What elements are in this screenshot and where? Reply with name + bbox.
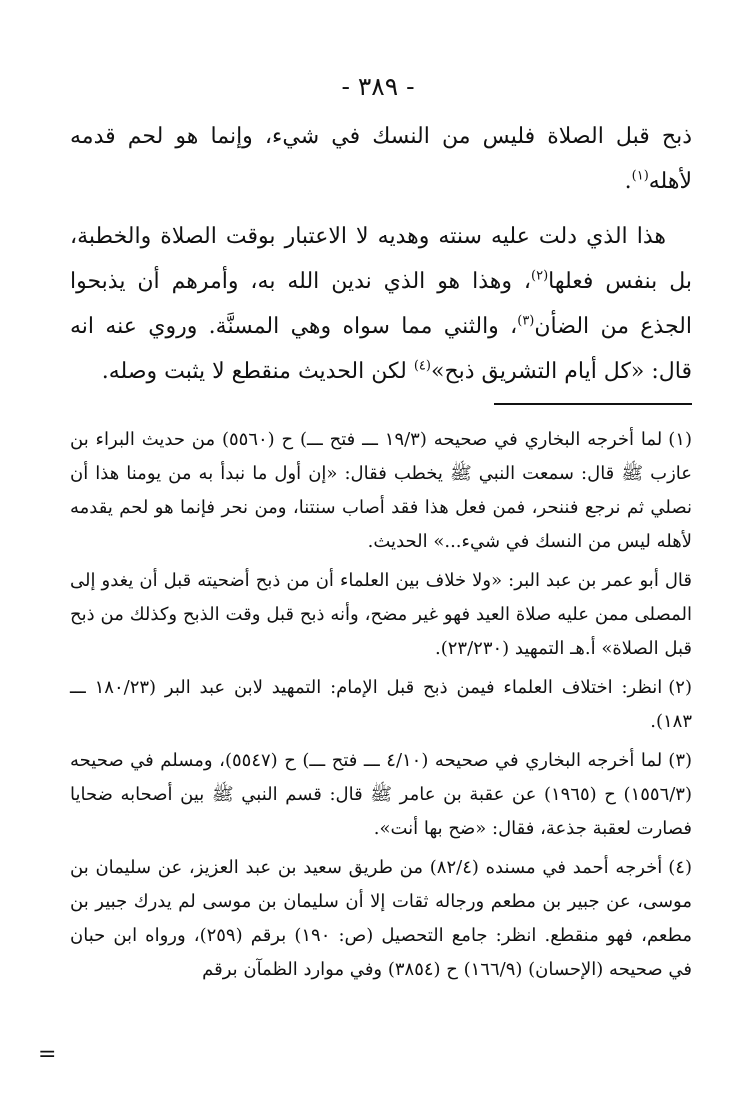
- footnote-3: [70, 744, 692, 846]
- main-text: [70, 114, 692, 394]
- continuation-mark: =: [38, 1042, 57, 1067]
- footnote-2-text: انظر: اختلاف العلماء فيمن ذبح قبل الإمام: التمهيد لابن عبد البر (١٨٠/٢٣ ـــ ١٨٣).: [70, 677, 692, 732]
- page-number: - ٣٨٩ -: [341, 72, 415, 101]
- footnote-1-continuation: قال أبو عمر بن عبد البر: «ولا خلاف بين العلماء أن من ذبح أضحيته قبل أن يغدو إلى المصلى ممن عليه صلاة العيد فهو غير مضح، وأنه ذبح قبل وقت الذبح وكذلك من ذبح قبل الصلاة» أ.هـ التمهيد (٢٣/٢٣٠).: [70, 570, 692, 659]
- footnote-1-number: (١): [668, 429, 692, 450]
- footnote-3-number: (٣): [668, 750, 693, 771]
- paragraph-2: [70, 214, 692, 394]
- footnote-ref-2: (٢): [531, 268, 549, 284]
- footnote-2: [70, 671, 692, 739]
- paragraph-1: [70, 114, 692, 204]
- footnote-4-text: أخرجه أحمد في مسنده (٨٢/٤) من طريق سعيد بن عبد العزيز، عن سليمان بن موسى، عن جبير بن مطعم ورجاله ثقات إلا أن سليمان بن موسى لم يدرك جبير بن مطعم، فهو منقطع. انظر: جامع التحصيل (ص: ١٩٠) برقم (٢٥٩)، ورواه ابن حبان في صحيحه (الإحسان) (١٦٦/٩) ح (٣٨٥٤) وفي موارد الظمآن برقم: [70, 857, 693, 980]
- footnote-2-number: (٢): [668, 677, 692, 698]
- footnote-3-text: لما أخرجه البخاري في صحيحه (٤/١٠ ـــ فتح ـــ) ح (٥٥٤٧)، ومسلم في صحيحه (١٥٥٦/٣) ح (١٩٦٥) عن عقبة بن عامر ﷺ قال: قسم النبي ﷺ بين أصحابه ضحايا فصارت لعقبة جذعة، فقال: «ضح بها أنت».: [70, 750, 692, 839]
- paragraph-2-part-d: لكن الحديث منقطع لا يثبت وصله.: [101, 359, 414, 384]
- footnote-ref-4: (٤): [413, 358, 431, 374]
- paragraph-1-end: .: [624, 169, 632, 194]
- footnote-4-number: (٤): [668, 857, 692, 878]
- footnote-divider: [494, 403, 692, 405]
- paragraph-2-part-c: ، والثني مما سواه وهي المسنَّة. وروي عنه انه قال: «كل أيام التشريق ذبح»: [70, 314, 692, 384]
- footnotes: [70, 423, 692, 992]
- footnote-ref-1: (١): [631, 168, 649, 184]
- paragraph-2-part-b: ، وهذا هو الذي ندين الله به، وأمرهم أن يذبحوا الجذع من الضأن: [70, 269, 692, 339]
- paragraph-1-text: ذبح قبل الصلاة فليس من النسك في شيء، وإنما هو لحم قدمه لأهله: [70, 124, 692, 194]
- footnote-1: [70, 423, 692, 559]
- footnote-4: [70, 851, 692, 987]
- footnote-ref-3: (٣): [517, 313, 535, 329]
- footnote-1-text: لما أخرجه البخاري في صحيحه (١٩/٣ ـــ فتح ـــ) ح (٥٥٦٠) من حديث البراء بن عازب ﷺ قال: سمعت النبي ﷺ يخطب فقال: «إن أول ما نبدأ به من يومنا هذا أن نصلي ثم نرجع فننحر، فمن فعل هذا فقد أصاب سنتنا، ومن نحر فإنما هو لحم يقدمه لأهله ليس من النسك في شيء...» الحديث.: [70, 429, 692, 552]
- paragraph-2-part-a: هذا الذي دلت عليه سنته وهديه لا الاعتبار بوقت الصلاة والخطبة، بل بنفس فعلها: [70, 224, 692, 294]
